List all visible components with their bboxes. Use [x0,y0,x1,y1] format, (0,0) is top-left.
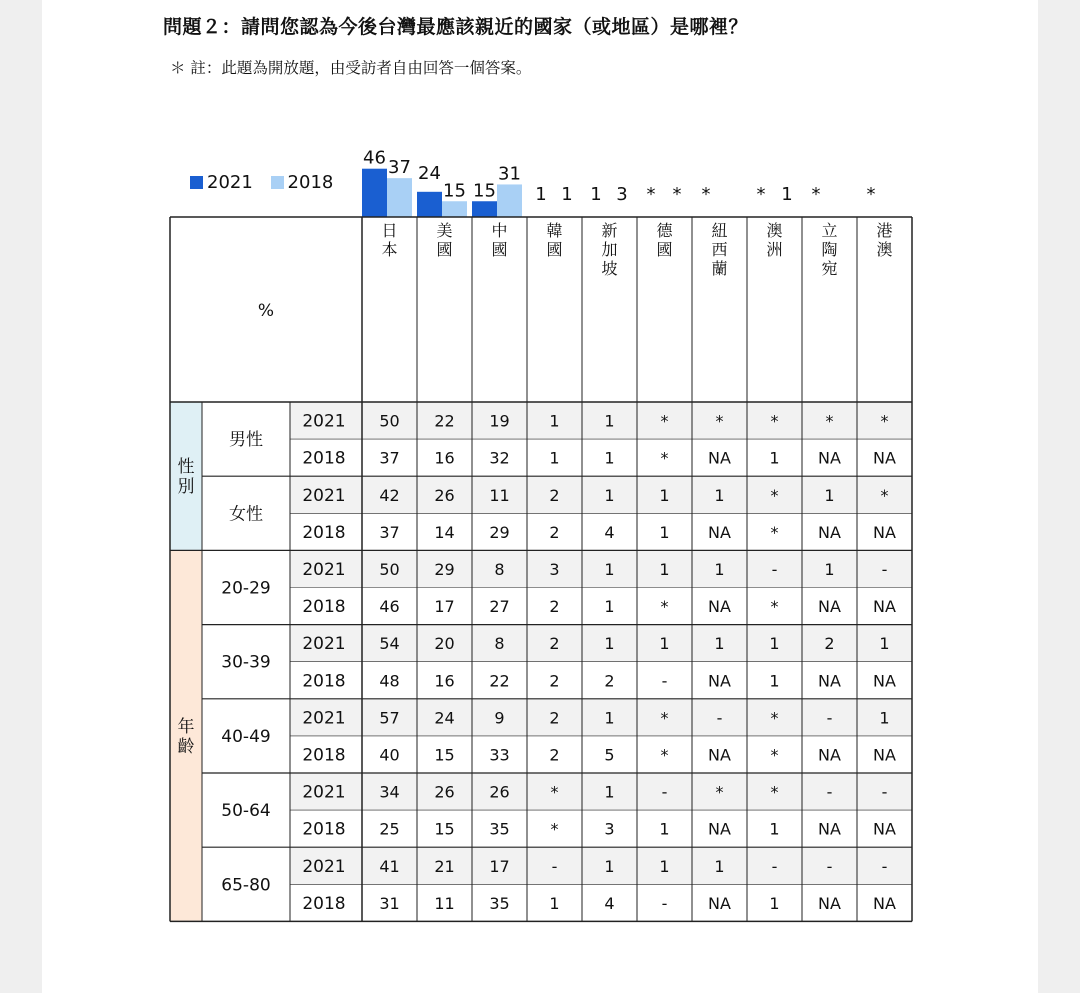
cell-value: - [716,708,723,728]
cell-value: 26 [434,485,455,505]
data-label-2021-5: * [646,184,656,205]
cell-value: 2 [549,708,560,728]
cell-value: NA [818,671,841,691]
cell-value: 1 [549,893,560,913]
cell-value: NA [873,522,896,542]
cell-value: 26 [489,782,510,802]
data-label-2021-7: * [756,184,766,205]
category-label-4: 坡 [601,259,618,278]
cell-value: 16 [434,671,455,691]
row-year: 2018 [302,522,346,543]
subgroup-label: 30-39 [221,652,271,673]
legend-label-2018: 2018 [287,172,334,193]
cell-value: - [826,782,833,802]
cell-value: 1 [769,671,780,691]
category-label-5: 國 [656,240,673,259]
cell-value: 17 [489,856,510,876]
cell-value: 1 [824,485,835,505]
legend-label-2021: 2021 [207,172,253,193]
cell-value: * [660,411,669,431]
cell-value: - [551,856,558,876]
cell-value: 1 [769,448,780,468]
cell-value: NA [708,597,731,617]
cell-value: * [880,485,889,505]
cell-value: 2 [549,671,560,691]
subgroup-label: 男性 [229,430,263,451]
cell-value: 1 [604,856,615,876]
cell-value: 2 [549,522,560,542]
cell-value: 11 [434,893,455,913]
cell-value: 2 [549,485,560,505]
cell-value: 32 [489,448,510,468]
data-label-2018-3: 1 [561,184,573,205]
data-label-2018-0: 37 [388,157,411,179]
cell-value: 35 [489,893,510,913]
cell-value: * [660,597,669,617]
cell-value: - [881,856,888,876]
cell-value: 33 [489,745,510,765]
cell-value: 17 [434,597,455,617]
cell-value: NA [818,522,841,542]
cell-value: 1 [714,856,725,876]
subgroup-label: 65-80 [221,875,271,896]
cell-value: 1 [604,782,615,802]
category-label-1: 國 [436,240,453,259]
group-label-1: 年 [177,716,195,737]
cell-value: 15 [434,745,455,765]
data-label-2018-1: 15 [443,180,466,202]
row-year: 2018 [302,671,346,692]
data-label-2021-9: * [866,184,876,205]
cell-value: NA [708,671,731,691]
cell-value: 46 [379,597,400,617]
cell-value: * [770,782,779,802]
header-unit: % [257,301,275,321]
cell-value: NA [708,893,731,913]
cell-value: * [715,411,724,431]
cell-value: NA [818,448,841,468]
category-label-7: 澳 [766,221,783,240]
cell-value: * [770,411,779,431]
cell-value: 2 [549,745,560,765]
cell-value: NA [873,819,896,839]
cell-value: 1 [604,485,615,505]
cell-value: 8 [494,634,505,654]
cell-value: - [771,559,778,579]
cell-value: 16 [434,448,455,468]
cell-value: - [661,782,668,802]
cell-value: 22 [434,411,455,431]
category-label-8: 立 [821,221,838,240]
cell-value: * [715,782,724,802]
cell-value: 1 [659,485,670,505]
cell-value: - [881,559,888,579]
cell-value: 2 [604,671,615,691]
cell-value: 2 [549,634,560,654]
cell-value: NA [873,745,896,765]
category-label-6: 西 [711,240,728,259]
bar-2018-0 [387,178,412,217]
cell-value: 3 [549,559,560,579]
cell-value: 1 [769,634,780,654]
cell-value: 57 [379,708,400,728]
cell-value: 1 [769,819,780,839]
cell-value: - [826,708,833,728]
cell-value: - [771,856,778,876]
category-label-1: 美 [436,221,453,240]
cell-value: 31 [379,893,400,913]
cell-value: * [880,411,889,431]
bar-2018-2 [497,184,522,217]
data-label-2018-2: 31 [498,163,521,185]
cell-value: NA [818,745,841,765]
category-label-3: 韓 [546,221,563,240]
group-label-1: 齡 [177,736,195,757]
cell-value: 1 [879,708,890,728]
cell-value: 1 [659,819,670,839]
cell-value: 1 [659,856,670,876]
bar-2018-1 [442,201,467,217]
data-label-2021-4: 1 [590,184,602,205]
cell-value: 48 [379,671,400,691]
cell-value: 1 [604,411,615,431]
category-label-4: 加 [601,240,618,259]
cell-value: NA [873,671,896,691]
subgroup-label: 女性 [229,504,263,525]
cell-value: 42 [379,485,400,505]
category-label-4: 新 [601,221,618,240]
cell-value: 1 [549,448,560,468]
cell-value: 1 [604,634,615,654]
cell-value: 29 [434,559,455,579]
cell-value: 4 [604,522,615,542]
row-year: 2018 [302,448,346,469]
subgroup-label: 40-49 [221,726,271,747]
cell-value: 8 [494,559,505,579]
cell-value: 40 [379,745,400,765]
cell-value: * [660,745,669,765]
cell-value: 26 [434,782,455,802]
cell-value: 37 [379,448,400,468]
page-note: ＊ 註：此題為開放題，由受訪者自由回答一個答案。 [170,59,532,77]
cell-value: 37 [379,522,400,542]
category-label-5: 德 [656,221,673,240]
category-label-2: 中 [491,221,508,240]
row-year: 2021 [302,856,346,877]
subgroup-label: 20-29 [221,578,271,599]
category-label-9: 澳 [876,240,893,259]
cell-value: NA [873,597,896,617]
row-year: 2021 [302,782,346,803]
cell-value: 41 [379,856,400,876]
cell-value: 2 [549,597,560,617]
bar-2021-0 [362,169,387,217]
cell-value: * [660,448,669,468]
cell-value: - [661,893,668,913]
cell-value: 1 [659,522,670,542]
cell-value: NA [708,522,731,542]
cell-value: 1 [769,893,780,913]
cell-value: 27 [489,597,510,617]
cell-value: - [661,671,668,691]
cell-value: 1 [879,634,890,654]
bar-2021-1 [417,192,442,217]
page-title: 問題２：請問您認為今後台灣最應該親近的國家（或地區）是哪裡？ [163,16,749,38]
cell-value: 3 [604,819,615,839]
cell-value: 1 [549,411,560,431]
cell-value: 1 [604,559,615,579]
cell-value: NA [818,893,841,913]
row-year: 2018 [302,745,346,766]
data-label-2021-0: 46 [363,147,386,169]
cell-value: 1 [659,634,670,654]
data-label-2018-4: 3 [616,184,628,205]
cell-value: * [770,485,779,505]
cell-value: 1 [714,634,725,654]
cell-value: 11 [489,485,510,505]
cell-value: 34 [379,782,400,802]
cell-value: * [550,819,559,839]
cell-value: 29 [489,522,510,542]
row-year: 2018 [302,597,346,618]
cell-value: 15 [434,819,455,839]
data-label-2021-3: 1 [535,184,547,205]
cell-value: 50 [379,559,400,579]
category-label-0: 日 [381,221,398,240]
cell-value: NA [818,597,841,617]
cell-value: 1 [714,485,725,505]
row-year: 2021 [302,485,346,506]
row-year: 2021 [302,634,346,655]
cell-value: * [770,708,779,728]
data-label-2018-7: 1 [781,184,793,205]
cell-value: 25 [379,819,400,839]
cell-value: 19 [489,411,510,431]
cell-value: 24 [434,708,455,728]
cell-value: 54 [379,634,400,654]
cell-value: * [770,522,779,542]
cell-value: - [826,856,833,876]
data-label-2021-1: 24 [418,162,441,184]
row-year: 2021 [302,708,346,729]
cell-value: 2 [824,634,835,654]
cell-value: NA [708,819,731,839]
cell-value: 4 [604,893,615,913]
row-year: 2018 [302,819,346,840]
category-label-8: 宛 [821,259,838,278]
cell-value: - [881,782,888,802]
cell-value: NA [818,819,841,839]
category-label-8: 陶 [821,240,838,259]
cell-value: * [550,782,559,802]
cell-value: 22 [489,671,510,691]
cell-value: 1 [659,559,670,579]
cell-value: * [825,411,834,431]
cell-value: 14 [434,522,455,542]
row-year: 2021 [302,559,346,580]
cell-value: NA [708,745,731,765]
data-label-2021-6: * [701,184,711,205]
category-label-9: 港 [876,221,893,240]
row-year: 2018 [302,893,346,914]
cell-value: 1 [604,708,615,728]
cell-value: NA [873,893,896,913]
cell-value: NA [708,448,731,468]
cell-value: * [660,708,669,728]
cell-value: 50 [379,411,400,431]
bar-2021-2 [472,201,497,217]
category-label-0: 本 [381,240,398,259]
group-label-0: 性 [177,457,195,478]
cell-value: 21 [434,856,455,876]
cell-value: NA [873,448,896,468]
subgroup-label: 50-64 [221,801,271,822]
cell-value: 1 [824,559,835,579]
cell-value: 35 [489,819,510,839]
category-label-6: 蘭 [711,259,728,278]
cell-value: 5 [604,745,615,765]
cell-value: * [770,745,779,765]
category-label-7: 洲 [766,240,783,259]
row-year: 2021 [302,411,346,432]
category-label-6: 紐 [711,221,728,240]
cell-value: * [770,597,779,617]
category-label-3: 國 [546,240,563,259]
group-label-0: 別 [177,477,195,498]
cell-value: 1 [714,559,725,579]
cell-value: 1 [604,597,615,617]
data-label-2021-8: * [811,184,821,205]
cell-value: 1 [604,448,615,468]
category-label-2: 國 [491,240,508,259]
cell-value: 20 [434,634,455,654]
data-label-2021-2: 15 [473,180,496,202]
cell-value: 9 [494,708,505,728]
data-label-2018-5: * [672,184,682,205]
